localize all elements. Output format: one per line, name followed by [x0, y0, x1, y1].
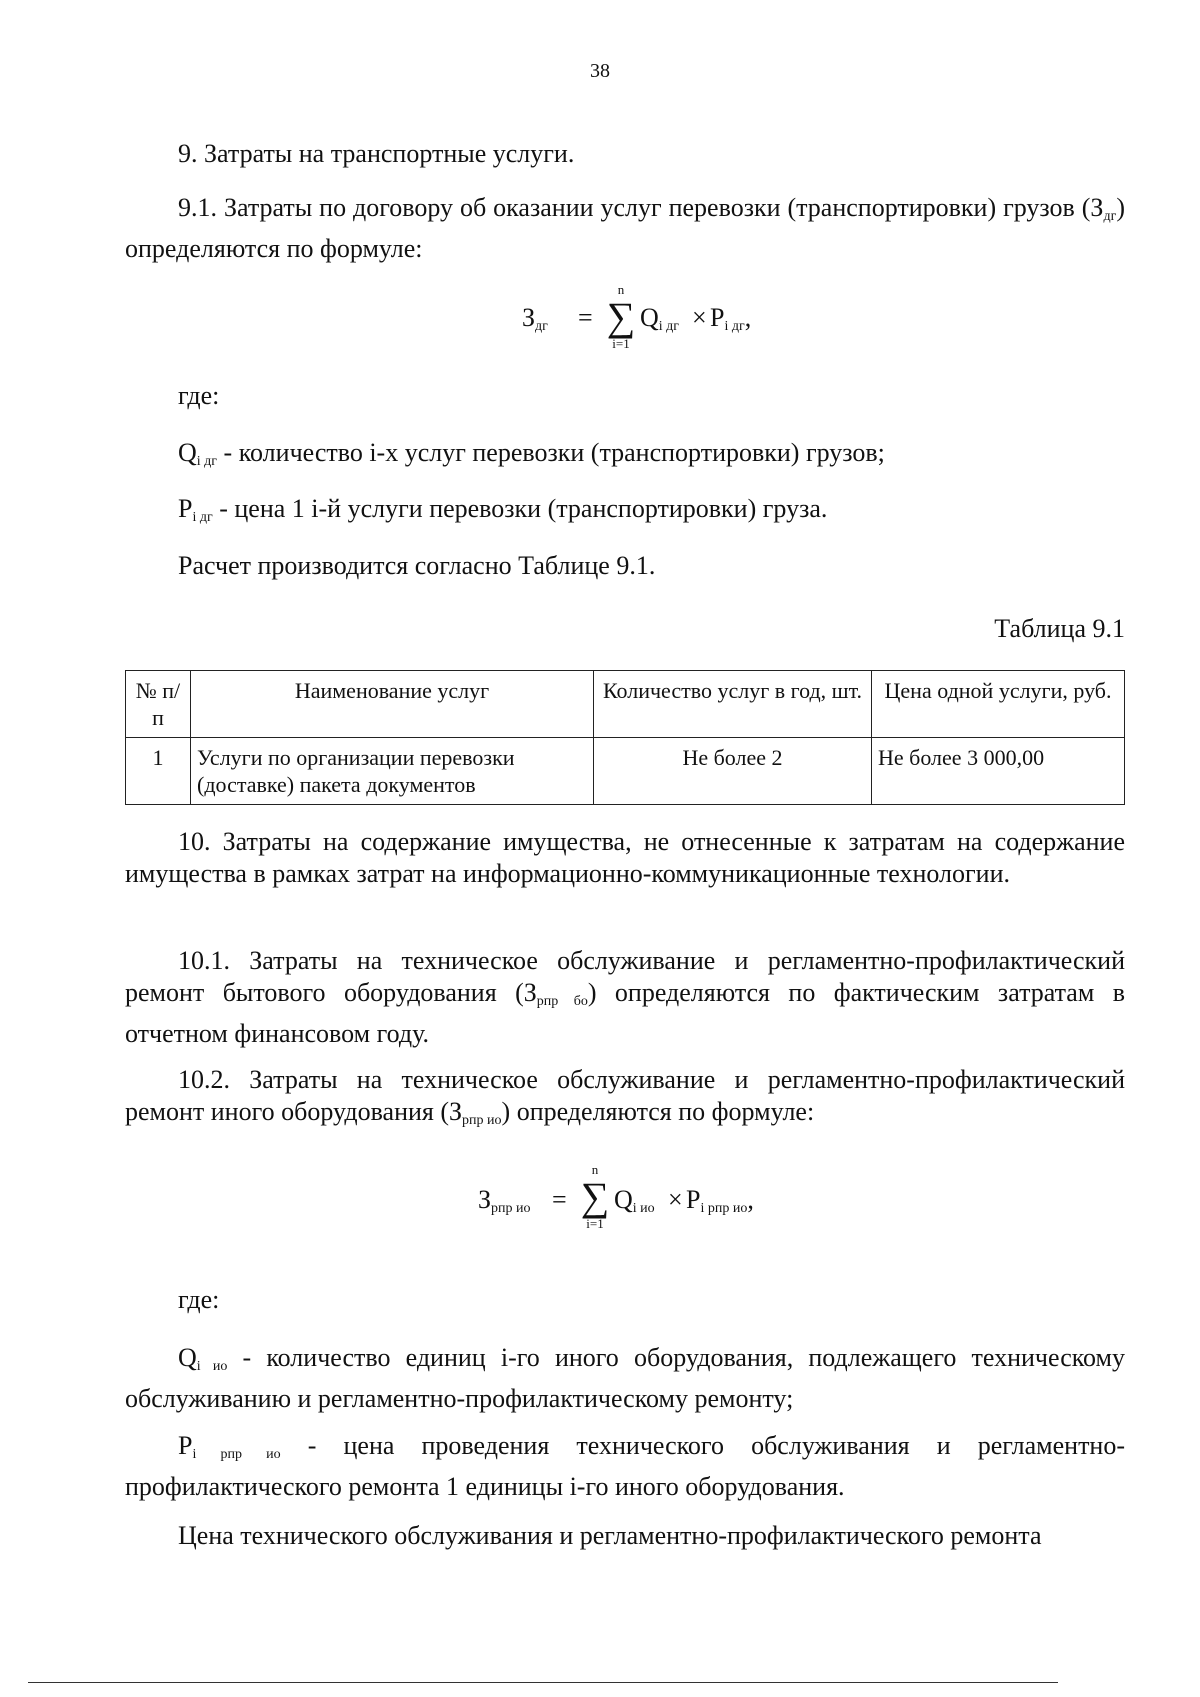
header-service-name: Наименование услуг	[191, 671, 594, 738]
table-caption: Таблица 9.1	[994, 614, 1125, 643]
section-10-heading: 10. Затраты на содержание имущества, не отнесенные к затратам на содержание имущества в рамках затрат на информационно-коммуникационные технологии.	[125, 827, 1125, 888]
page-number: 38	[590, 60, 610, 82]
header-number: № п/п	[126, 671, 191, 738]
sum-symbol: n ∑ i=1	[580, 1162, 610, 1231]
cell-price: Не более 3 000,00	[872, 738, 1125, 805]
services-table	[125, 670, 1125, 805]
definition-p-repair: $P_{i рпр ио}$ - цена проведения технического обслуживания и регламентно-профилактического ремонта 1 единицы i-го иного оборудования.	[125, 1431, 1126, 1501]
cell-service-name: Услуги по организации перевозки (доставке) пакета документов	[191, 738, 594, 805]
paragraph-9-1: 9.1. Затраты по договору об оказании услуг перевозки (транспортировки) грузов $(З_{дг})$ определяются по формуле:	[125, 193, 1125, 263]
paragraph-10-1: 10.1. Затраты на техническое обслуживание и регламентно-профилактический ремонт бытового оборудования $(З_{рпр бо})$ определяются по фактическим затратам в отчетном финансовом году.	[125, 946, 1125, 1048]
table-header-row	[126, 671, 1125, 738]
header-quantity: Количество услуг в год, шт.	[594, 671, 872, 738]
table-row	[126, 738, 1125, 805]
cell-quantity: Не более 2	[594, 738, 872, 805]
where-label-2: где:	[178, 1285, 220, 1314]
definition-p-transport: $P_{i дг}$ - цена 1 i-й услуги перевозки (транспортировки) груза.	[178, 494, 828, 525]
cell-number: 1	[126, 738, 191, 805]
formula-transport: $З_{дг}$ = n ∑ i=1 $Q_{i дг}$ × $P_{i дг}$,	[522, 282, 752, 351]
page-bottom-rule	[28, 1682, 1058, 1683]
formula-repair: $З_{рпр ио}$ = n ∑ i=1 $Q_{i ио}$ × $P_{i рпр ио}$,	[478, 1162, 754, 1231]
calc-note: Расчет производится согласно Таблице 9.1.	[178, 551, 656, 580]
paragraph-10-2: 10.2. Затраты на техническое обслуживание и регламентно-профилактический ремонт иного оборудования $(З_{рпр ио})$ определяются по формуле:	[125, 1065, 1125, 1128]
definition-q-transport: $Q_{i дг}$ - количество i-х услуг перевозки (транспортировки) грузов;	[178, 438, 885, 469]
closing-line: Цена технического обслуживания и регламентно-профилактического ремонта	[178, 1521, 1042, 1550]
definition-q-repair: $Q_{i ио}$ - количество единиц i-го иного оборудования, подлежащего техническому обслуживанию и регламентно-профилактическому ремонту;	[125, 1343, 1125, 1413]
header-price: Цена одной услуги, руб.	[872, 671, 1125, 738]
where-label-1: где:	[178, 381, 220, 410]
section-9-heading: 9. Затраты на транспортные услуги.	[178, 139, 575, 168]
sum-symbol: n ∑ i=1	[606, 282, 636, 351]
